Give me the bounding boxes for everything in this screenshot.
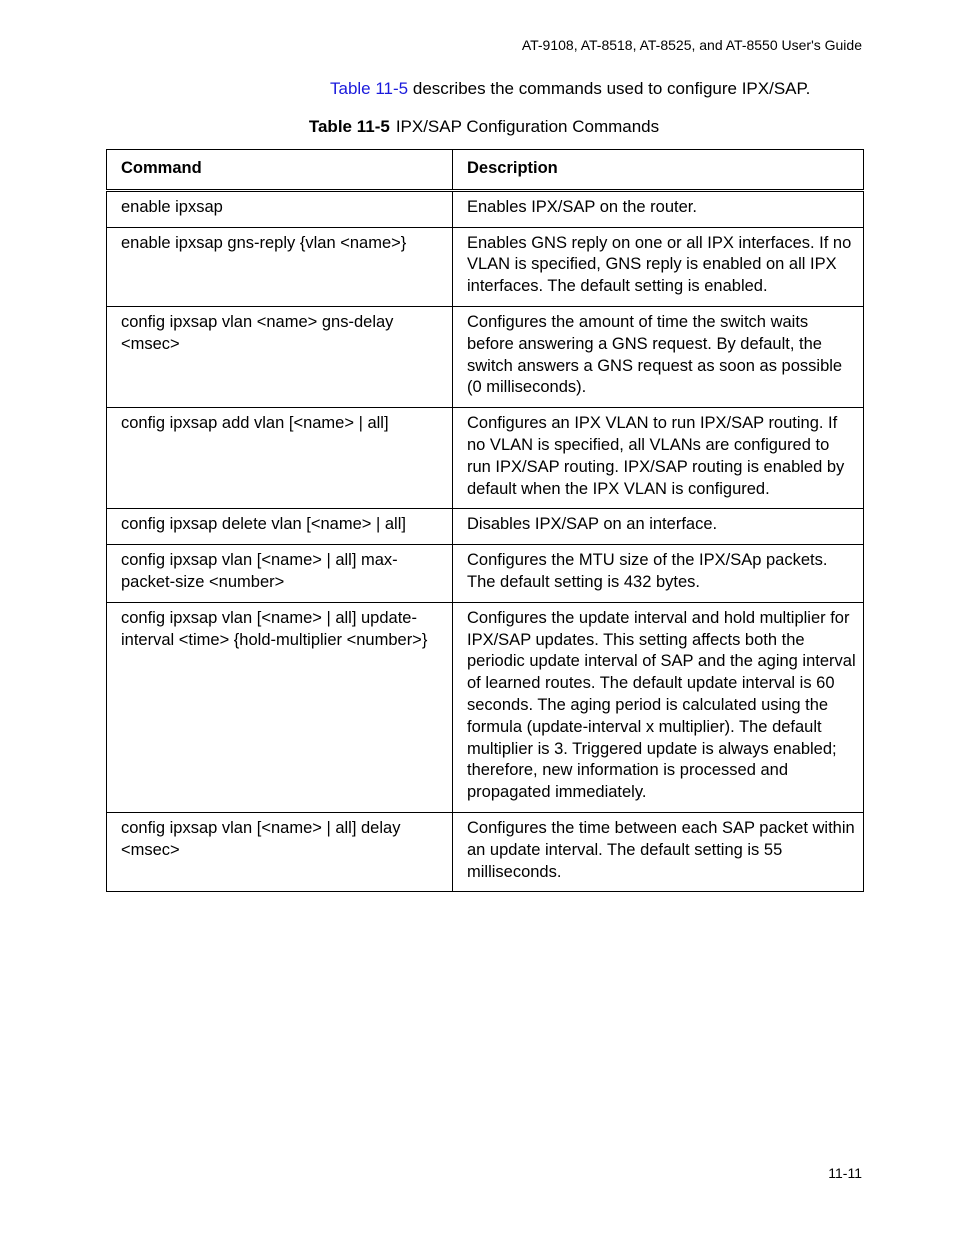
description-cell: Configures the time between each SAP packet within an update interval. The default setting is 55 milliseconds. [453, 812, 864, 891]
table-row [107, 227, 864, 306]
ipxsap-commands-table [106, 149, 864, 892]
table-row [107, 545, 864, 603]
description-cell: Enables GNS reply on one or all IPX interfaces. If no VLAN is specified, GNS reply is enabled on all IPX interfaces. The default setting is enabled. [453, 227, 864, 306]
page-number: 11-11 [828, 1165, 862, 1181]
intro-paragraph [330, 79, 810, 99]
table-row [107, 812, 864, 891]
intro-text: describes the commands used to configure IPX/SAP. [408, 79, 811, 98]
table-caption-title: IPX/SAP Configuration Commands [395, 117, 660, 136]
description-cell: Enables IPX/SAP on the router. [453, 190, 864, 227]
table-row [107, 190, 864, 227]
command-cell: config ipxsap vlan [<name> | all] update-interval <time> {hold-multiplier <number>} [107, 602, 453, 812]
command-cell: config ipxsap vlan [<name> | all] delay <msec> [107, 812, 453, 891]
command-cell: config ipxsap delete vlan [<name> | all] [107, 509, 453, 545]
description-cell: Configures the amount of time the switch waits before answering a GNS request. By default, the switch answers a GNS request as soon as possible (0 milliseconds). [453, 306, 864, 407]
table-row [107, 602, 864, 812]
table-row [107, 306, 864, 407]
table-reference-link[interactable]: Table 11-5 [330, 79, 409, 98]
command-cell: config ipxsap vlan <name> gns-delay <msec> [107, 306, 453, 407]
description-cell: Disables IPX/SAP on an interface. [453, 509, 864, 545]
description-cell: Configures the MTU size of the IPX/SAp packets. The default setting is 432 bytes. [453, 545, 864, 603]
table-header-row [107, 150, 864, 191]
table-row [107, 408, 864, 509]
column-header-description: Description [453, 150, 864, 191]
table-caption-label: Table 11-5 [308, 117, 390, 136]
command-cell: config ipxsap add vlan [<name> | all] [107, 408, 453, 509]
description-cell: Configures the update interval and hold multiplier for IPX/SAP updates. This setting affects both the periodic update interval of SAP and the aging interval of learned routes. The default update interval is 60 seconds. The aging period is calculated using the formula (update-interval x multiplier). The default multiplier is 3. Triggered update is always enabled; therefore, new information is processed and propagated immediately. [453, 602, 864, 812]
running-header: AT-9108, AT-8518, AT-8525, and AT-8550 User's Guide [521, 37, 862, 53]
column-header-command: Command [107, 150, 453, 191]
command-cell: enable ipxsap gns-reply {vlan <name>} [107, 227, 453, 306]
table-row [107, 509, 864, 545]
description-cell: Configures an IPX VLAN to run IPX/SAP routing. If no VLAN is specified, all VLANs are configured to run IPX/SAP routing. IPX/SAP routing is enabled by default when the IPX VLAN is configured. [453, 408, 864, 509]
command-cell: config ipxsap vlan [<name> | all] max-packet-size <number> [107, 545, 453, 603]
command-cell: enable ipxsap [107, 190, 453, 227]
table-caption [0, 117, 954, 137]
